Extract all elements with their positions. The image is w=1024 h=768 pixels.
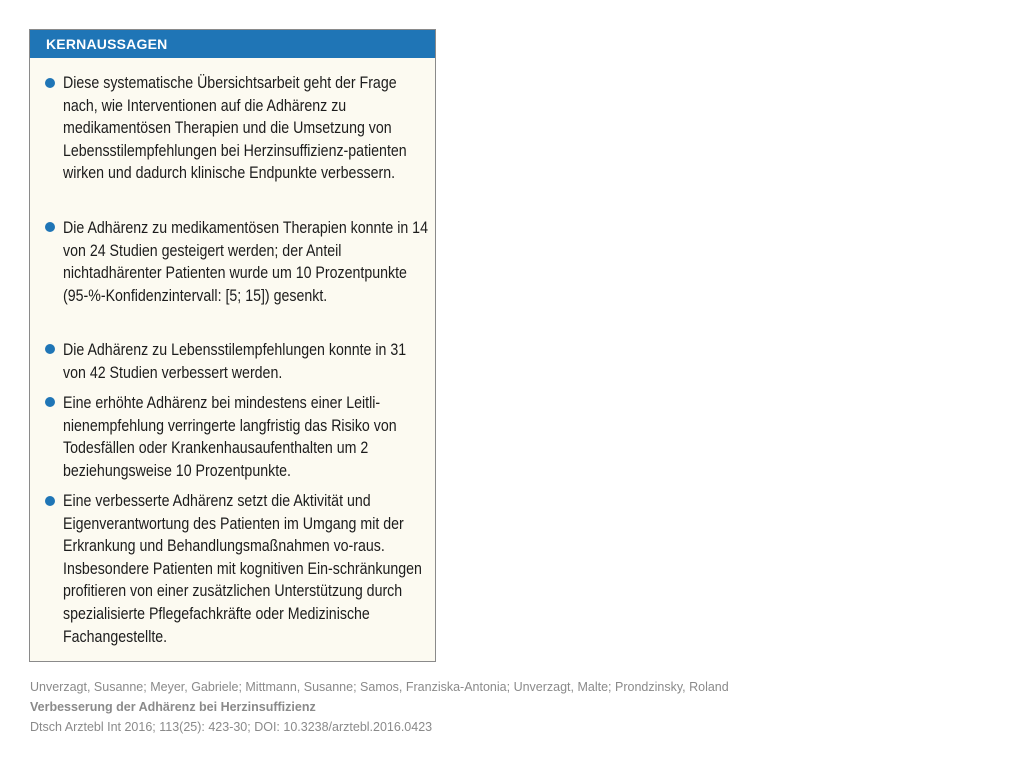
citation-authors: Unverzagt, Susanne; Meyer, Gabriele; Mittmann, Susanne; Samos, Franziska-Antonia; Unverzagt, Malte; Prondzinsky, Roland <box>30 680 729 694</box>
citation-title: Verbesserung der Adhärenz bei Herzinsuffizienz <box>30 700 316 714</box>
citation-source: Dtsch Arztebl Int 2016; 113(25): 423-30; DOI: 10.3238/arztebl.2016.0423 <box>30 720 433 734</box>
bullet-dot-icon <box>45 496 55 506</box>
key-point-text: Eine erhöhte Adhärenz bei mindestens einer Leitli-nienempfehlung verringerte langfristig das Risiko von Todesfällen oder Krankenhausaufenthalten um 2 beziehungsweise 10 Prozentpunkte. <box>63 394 397 480</box>
citation <box>30 677 729 737</box>
key-point-text: Eine verbesserte Adhärenz setzt die Aktivität und Eigenverantwortung des Patienten im Umgang mit der Erkrankung und Behandlungsmaßnahmen vo-raus. Insbesondere Patienten mit kognitiven Ein-schränkungen profitieren von einer zusätzlichen Unterstützung durch spezialisierte Pflegefachkräfte oder Medizinische Fachangestellte. <box>63 492 422 646</box>
box-heading: KERNAUSSAGEN <box>30 30 435 58</box>
bullet-dot-icon <box>45 222 55 232</box>
bullet-dot-icon <box>45 344 55 354</box>
key-point-text: Die Adhärenz zu Lebensstilempfehlungen konnte in 31 von 42 Studien verbessert werden. <box>63 341 407 382</box>
key-statements-box <box>29 29 436 662</box>
key-point-text: Die Adhärenz zu medikamentösen Therapien konnte in 14 von 24 Studien gesteigert werden; der Anteil nichtadhärenter Patienten wurde um 10 Prozentpunkte (95-%-Konfidenzintervall: [5; 15]) gesenkt. <box>63 219 428 305</box>
bullet-dot-icon <box>45 78 55 88</box>
bullet-dot-icon <box>45 397 55 407</box>
key-point-text: Diese systematische Übersichtsarbeit geht der Frage nach, wie Interventionen auf die Adhärenz zu medikamentösen Therapien und die Umsetzung von Lebensstilempfehlungen bei Herzinsuffizienz-patienten wirken und dadurch klinische Endpunkte verbessern. <box>63 74 407 183</box>
